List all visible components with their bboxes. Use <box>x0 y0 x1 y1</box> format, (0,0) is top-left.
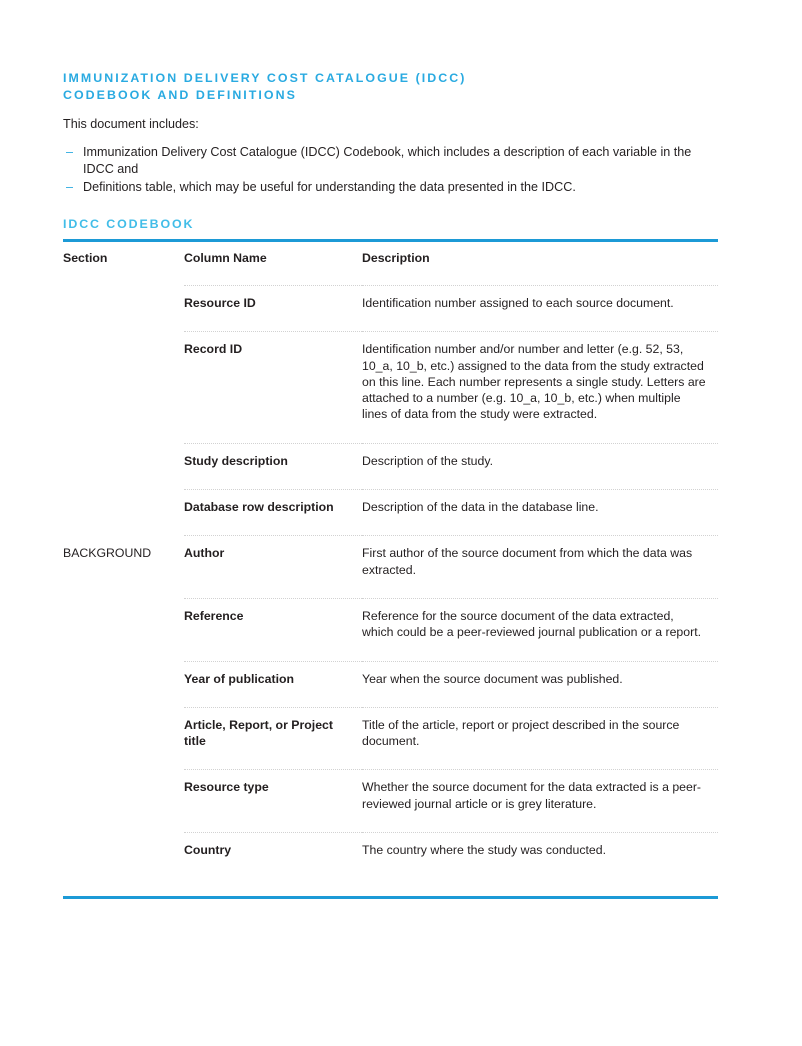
table-header-row <box>63 242 718 286</box>
intro-lead-text: This document includes: <box>63 117 199 131</box>
cell-column-name: Country <box>184 833 362 879</box>
table-row <box>63 536 718 599</box>
cell-column-name: Author <box>184 536 362 599</box>
cell-description: Title of the article, report or project described in the source document. <box>362 707 718 770</box>
cell-description: Reference for the source document of the data extracted, which could be a peer-reviewed journal publication or a report. <box>362 598 718 661</box>
table-row <box>63 285 718 331</box>
cell-column-name: Reference <box>184 598 362 661</box>
cell-description: Year when the source document was published. <box>362 661 718 707</box>
dash-bullet-icon: – <box>66 145 74 159</box>
dash-bullet-icon: – <box>66 179 74 194</box>
document-content <box>63 70 719 899</box>
cell-section <box>63 443 184 489</box>
cell-column-name: Article, Report, or Project title <box>184 707 362 770</box>
list-item <box>63 179 719 196</box>
cell-section <box>63 770 184 833</box>
table-row <box>63 770 718 833</box>
cell-description: The country where the study was conducted. <box>362 833 718 879</box>
cell-section: BACKGROUND <box>63 546 152 561</box>
cell-section <box>63 285 184 331</box>
page-title-line-2: CODEBOOK AND DEFINITIONS <box>63 87 297 102</box>
cell-description: Identification number and/or number and letter (e.g. 52, 53, 10_a, 10_b, etc.) assigned to the data from the study extracted on this line. Each number represents a single study. Letters are attached to a number (e.g. 10_a, 10_b, etc.) when multiple lines of data from the study were extracted. <box>362 332 718 443</box>
cell-section <box>63 490 184 536</box>
intro-bullet-list <box>63 144 719 195</box>
table-bottom-rule <box>63 896 718 899</box>
cell-section <box>63 332 184 443</box>
column-header-section: Section <box>63 250 108 265</box>
cell-section <box>63 833 184 879</box>
list-item-label: Definitions table, which may be useful for understanding the data presented in the IDCC. <box>83 179 576 194</box>
table-row <box>63 833 718 879</box>
codebook-table-body <box>63 285 718 878</box>
cell-column-name: Resource type <box>184 770 362 833</box>
cell-column-name: Year of publication <box>184 661 362 707</box>
list-item-label: Immunization Delivery Cost Catalogue (IDCC) Codebook, which includes a description of each variable in the IDCC and <box>83 145 692 176</box>
page-title <box>63 70 719 103</box>
cell-description: Description of the data in the database line. <box>362 490 718 536</box>
section-heading-idcc-codebook: IDCC CODEBOOK <box>63 217 195 232</box>
table-row <box>63 707 718 770</box>
table-row <box>63 598 718 661</box>
cell-description: First author of the source document from which the data was extracted. <box>362 536 718 599</box>
cell-section <box>63 598 184 661</box>
table-row <box>63 332 718 443</box>
cell-column-name: Study description <box>184 443 362 489</box>
cell-description: Identification number assigned to each source document. <box>362 285 718 331</box>
table-row <box>63 443 718 489</box>
cell-column-name: Record ID <box>184 332 362 443</box>
codebook-table <box>63 242 718 878</box>
cell-section <box>63 707 184 770</box>
list-item <box>63 144 719 178</box>
cell-column-name: Resource ID <box>184 285 362 331</box>
column-header-column-name: Column Name <box>184 250 267 265</box>
cell-column-name: Database row description <box>184 490 362 536</box>
table-row <box>63 490 718 536</box>
table-row <box>63 661 718 707</box>
page-title-line-1: IMMUNIZATION DELIVERY COST CATALOGUE (IDCC) <box>63 71 467 85</box>
cell-description: Whether the source document for the data extracted is a peer-reviewed journal article or is grey literature. <box>362 770 718 833</box>
cell-description: Description of the study. <box>362 443 718 489</box>
cell-section <box>63 661 184 707</box>
column-header-description: Description <box>362 250 430 265</box>
